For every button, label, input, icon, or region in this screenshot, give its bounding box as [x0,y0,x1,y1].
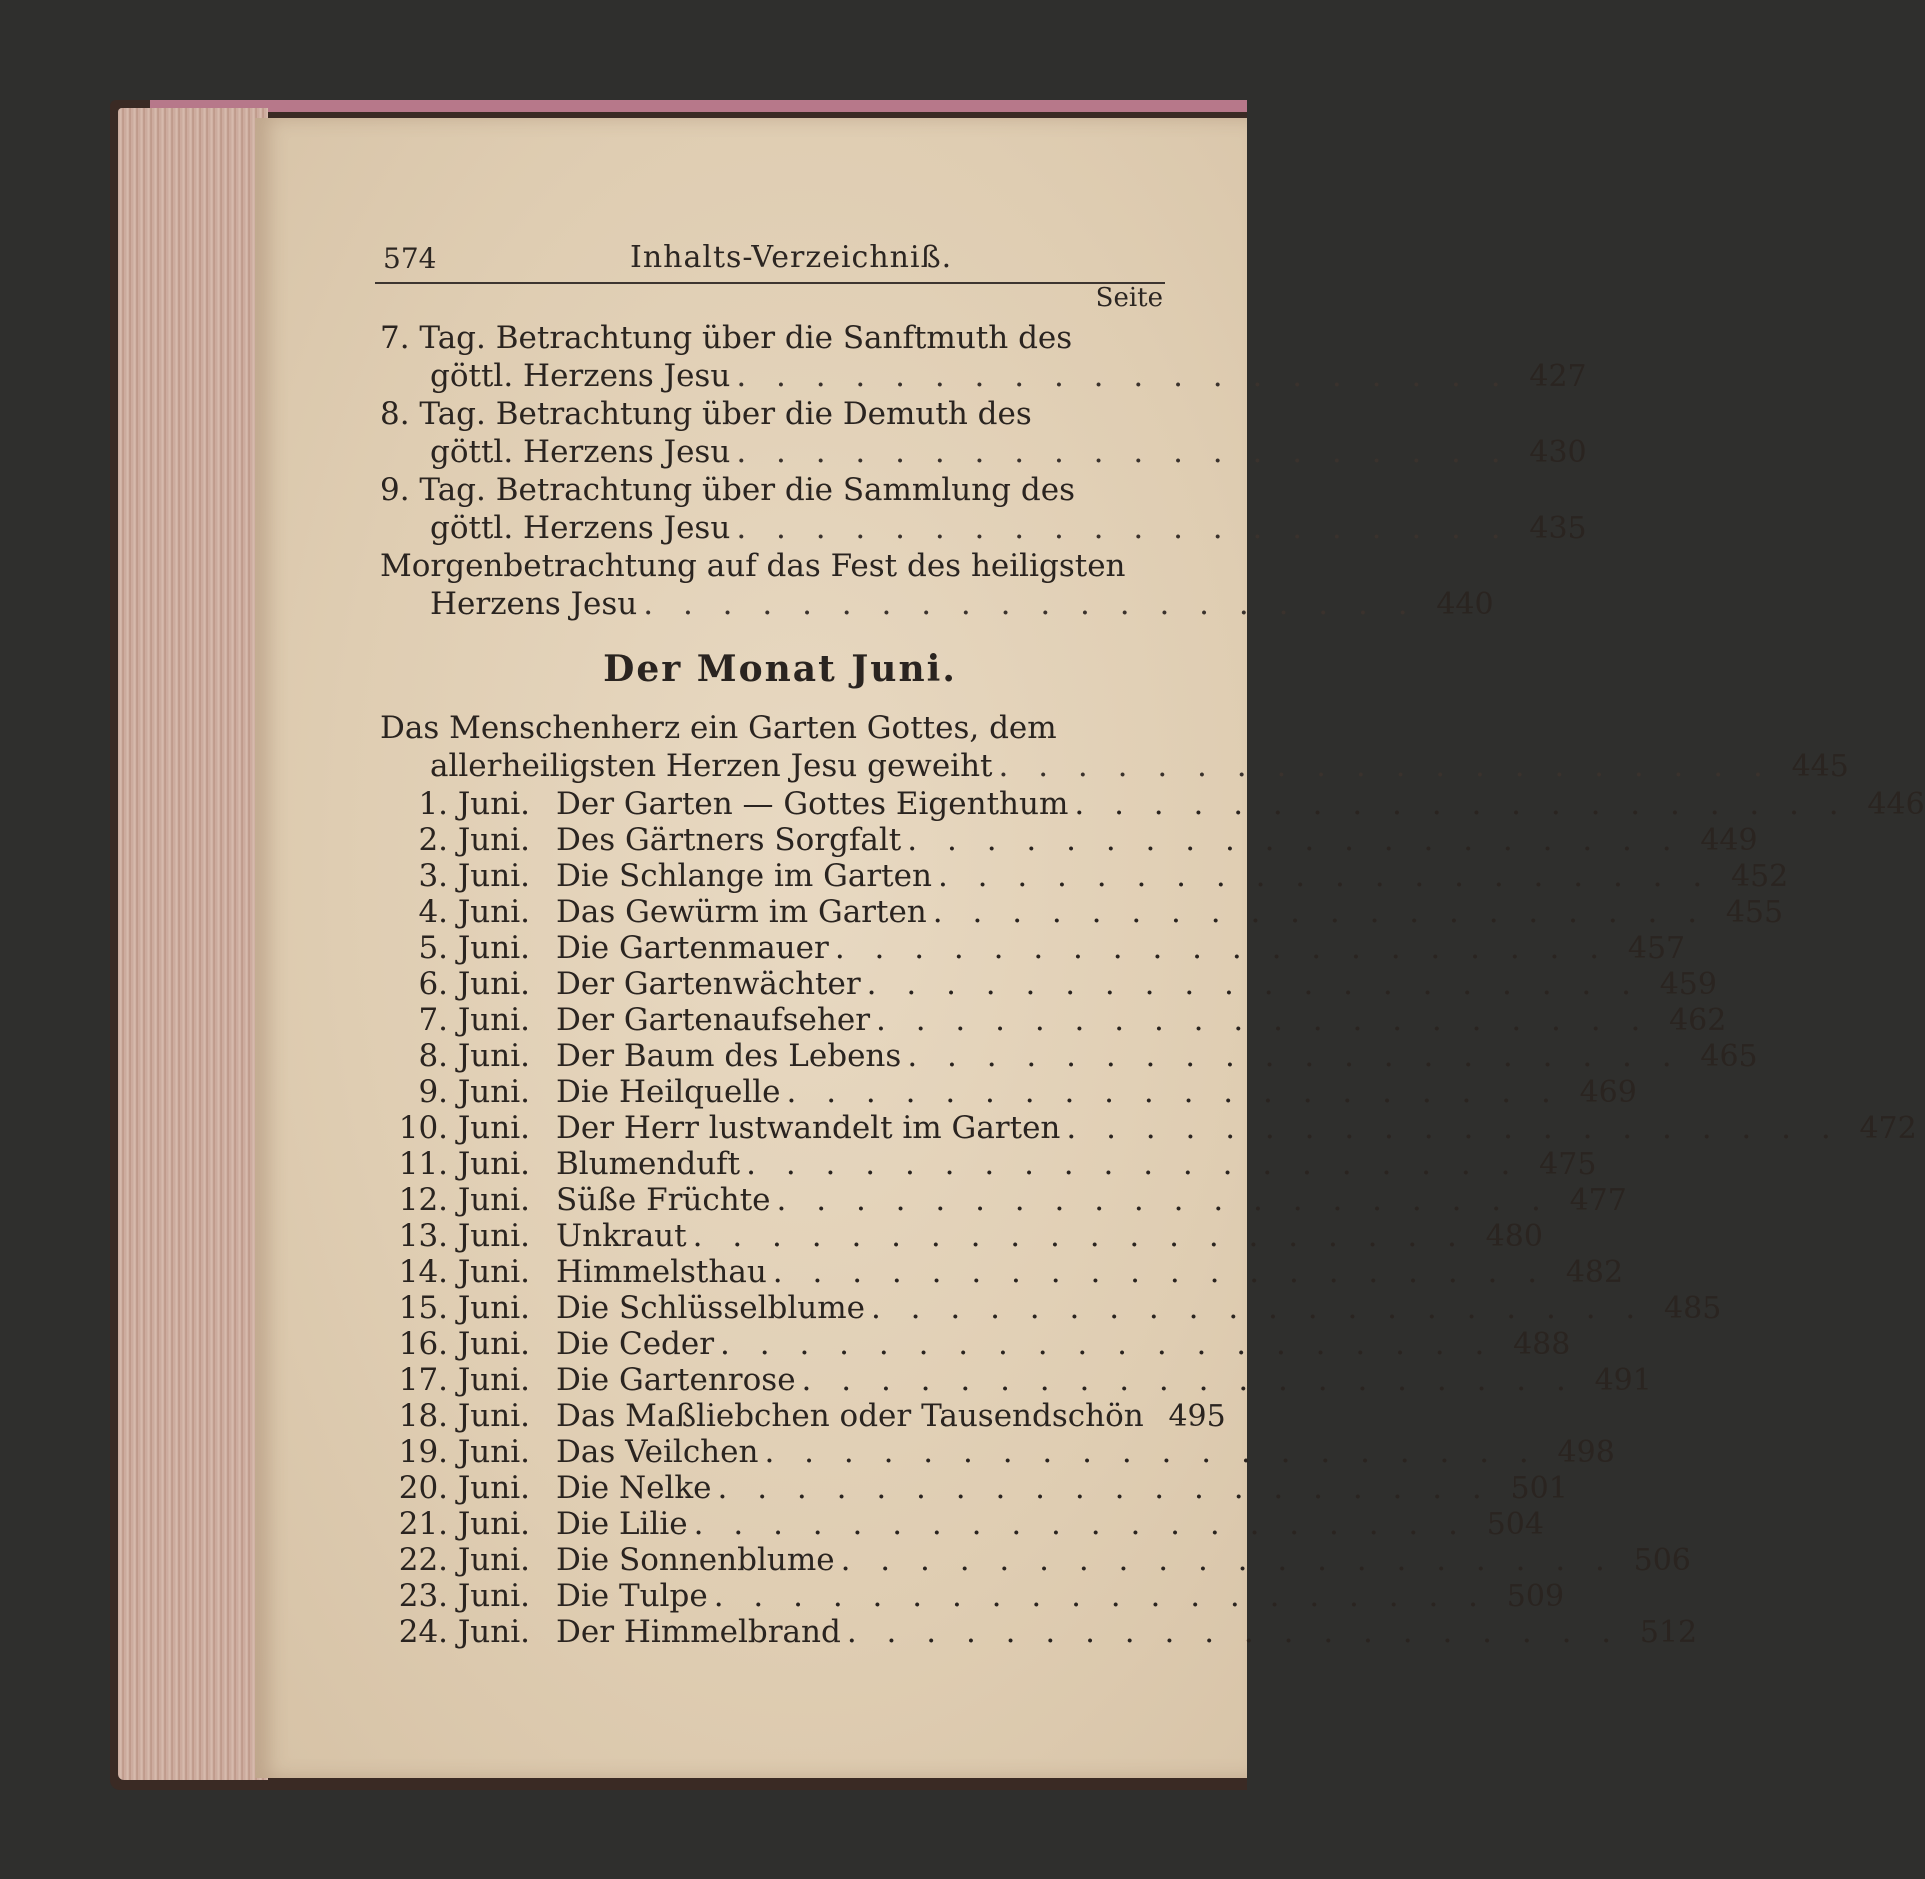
day-title: Süße Früchte [556,1182,771,1218]
leader-dots: . . . . . . . . . . . . . . . . . . . . [876,1002,1651,1038]
intro-page: 445 [1791,749,1849,784]
intro-line-1: Das Menschenherz ein Garten Gottes, dem [380,710,1057,746]
day-title: Der Himmelbrand [556,1614,841,1650]
day-title: Die Heilquelle [556,1074,781,1110]
day-page: 488 [1513,1327,1571,1362]
day-title: Himmelsthau [556,1254,767,1290]
leader-dots: . . . . . . . . . . . . . . . . . . . . [713,1578,1489,1614]
entry-line-2: göttl. Herzens Jesu [430,510,731,546]
page-edges [118,108,268,1780]
day-title: Das Maßliebchen oder Tausendschön [556,1398,1144,1434]
leader-dots: . . . . . . . . . . . . . . . . . . . . [1066,1110,1841,1146]
day-entry [380,1434,1615,1470]
day-number: 22. Juni. [398,1542,530,1578]
day-title: Der Gartenaufseher [556,1002,871,1038]
day-page: 498 [1557,1435,1615,1470]
day-title: Die Gartenmauer [556,930,829,966]
entry-line-2: göttl. Herzens Jesu [430,358,731,394]
day-page: 491 [1594,1363,1652,1398]
entry-page: 427 [1529,359,1587,394]
leader-dots: . . . . . . . . . . . . . . . . . . . . [736,510,1511,546]
leader-dots: . . . . . . . . . . . . . . . . . . . . [907,822,1682,858]
day-title: Die Schlüsselblume [556,1290,865,1326]
day-entry [380,1362,1652,1398]
day-number: 1. Juni. [418,786,530,822]
day-entry [380,1470,1568,1506]
day-title: Das Gewürm im Garten [556,894,927,930]
day-page: 469 [1579,1075,1637,1110]
leader-dots: . . . . . . . . . . . . . . . . . . . . [846,1614,1622,1650]
leader-dots: . . . . . . . . . . . . . . . . . . . . [736,434,1511,470]
toc-entry [380,320,1587,396]
entry-line-1: 7. Tag. Betrachtung über die Sanftmuth des [380,320,1073,356]
leader-dots: . . . . . . . . . . . . . . . . . . . . [840,1542,1615,1578]
day-page: 457 [1627,931,1686,966]
day-page: 495 [1168,1399,1226,1434]
table-of-contents [380,320,1925,1650]
day-entry [380,894,1784,930]
day-entry [380,1326,1571,1362]
day-page: 472 [1859,1111,1917,1146]
day-page: 459 [1659,967,1717,1002]
day-page: 504 [1486,1507,1544,1542]
entries-before-section [380,320,1587,624]
section-title: Der Monat Juni. [603,648,957,690]
day-number: 10. Juni. [398,1110,530,1146]
toc-entry [380,396,1587,472]
day-entry [380,1002,1727,1038]
seite-column-label: Seite [1095,283,1163,313]
day-title: Die Lilie [556,1506,688,1542]
day-entry [380,1038,1758,1074]
intro-line-2: allerheiligsten Herzen Jesu geweiht [430,748,993,784]
leader-dots: . . . . . . . . . . . . . . . . . . . . [907,1038,1682,1074]
day-number: 2. Juni. [418,822,530,858]
day-number: 4. Juni. [418,894,530,930]
leader-dots: . . . . . . . . . . . . . . . . . . . . [717,1470,1492,1506]
day-number: 14. Juni. [398,1254,530,1290]
day-number: 12. Juni. [398,1182,530,1218]
day-page: 446 [1867,787,1925,822]
day-entry [380,966,1717,1002]
day-page: 482 [1565,1255,1624,1290]
day-entry [380,1578,1565,1614]
day-entry [380,786,1925,822]
day-title: Die Sonnenblume [556,1542,835,1578]
day-page: 485 [1664,1291,1722,1326]
day-page: 455 [1725,895,1784,930]
day-number: 24. Juni. [398,1614,530,1650]
day-page: 477 [1569,1183,1627,1218]
day-title: Der Gartenwächter [556,966,861,1002]
page-header [375,232,1165,284]
leader-dots: . . . . . . . . . . . . . . . . . . . . [834,930,1610,966]
day-title: Die Ceder [556,1326,715,1362]
entry-page: 430 [1529,435,1587,470]
day-entry [380,1506,1544,1542]
day-page: 480 [1485,1219,1543,1254]
day-title: Der Baum des Lebens [556,1038,902,1074]
day-number: 21. Juni. [398,1506,530,1542]
leader-dots: . . . . . . . . . . . . . . . . . . . . [736,358,1511,394]
entry-page: 440 [1436,587,1494,622]
day-entry [380,1398,1226,1434]
leader-dots: . . . . . . . . . . . . . . . . . . . . [998,748,1773,784]
running-head: Inhalts-Verzeichniß. [630,240,953,275]
day-number: 17. Juni. [398,1362,530,1398]
day-title: Die Schlange im Garten [556,858,932,894]
day-title: Blumenduft [556,1146,741,1182]
day-entry [380,1290,1722,1326]
day-title: Des Gärtners Sorgfalt [556,822,902,858]
day-number: 5. Juni. [418,930,530,966]
day-entry [380,822,1758,858]
entry-line-2: Herzens Jesu [430,586,638,622]
leader-dots: . . . . . . . . . . . . . . . . . . . . [932,894,1708,930]
day-entry [380,1146,1597,1182]
day-number: 11. Juni. [398,1146,530,1182]
day-page: 512 [1639,1615,1698,1650]
day-page: 449 [1700,823,1758,858]
leader-dots: . . . . . . . . . . . . . . . . . . . . [720,1326,1495,1362]
toc-entry [380,472,1587,548]
day-number: 18. Juni. [398,1398,530,1434]
day-entry [380,930,1686,966]
toc-entry [380,548,1494,624]
day-title: Der Herr lustwandelt im Garten [556,1110,1061,1146]
day-entry [380,1110,1917,1146]
day-page: 465 [1700,1039,1758,1074]
leader-dots: . . . . . . . . . . . . . . . . . . . . [692,1218,1467,1254]
day-entry [380,1218,1543,1254]
entry-line-1: 9. Tag. Betrachtung über die Sammlung des [380,472,1075,508]
day-entry [380,1074,1637,1110]
leader-dots: . . . . . . . . . . . . . . . . . . . . [764,1434,1539,1470]
day-title: Die Nelke [556,1470,712,1506]
day-title: Das Veilchen [556,1434,759,1470]
day-title: Unkraut [556,1218,687,1254]
day-entry [380,1542,1691,1578]
leader-dots: . . . . . . . . . . . . . . . . . . . . [870,1290,1646,1326]
leader-dots: . . . . . . . . . . . . . . . . . . . . [786,1074,1561,1110]
day-entry [380,1182,1627,1218]
day-number: 20. Juni. [398,1470,530,1506]
day-number: 7. Juni. [418,1002,530,1038]
day-entry [380,1614,1698,1650]
day-page: 509 [1506,1579,1565,1614]
entry-page: 435 [1529,511,1587,546]
page-number: 574 [383,242,437,275]
day-number: 3. Juni. [418,858,530,894]
day-page: 506 [1633,1543,1691,1578]
leader-dots: . . . . . . . . . . . . . . . . . . . . [937,858,1713,894]
entry-line-1: Morgenbetrachtung auf das Fest des heiligsten [380,548,1126,584]
day-page: 462 [1669,1003,1727,1038]
day-entry [380,1254,1624,1290]
leader-dots: . . . . . . . . . . . . . . . . . . . . [746,1146,1521,1182]
leader-dots: . . . . . . . . . . . . . . . . . . . . [1074,786,1849,822]
day-number: 16. Juni. [398,1326,530,1362]
leader-dots: . . . . . . . . . . . . . . . . . . . . [693,1506,1468,1542]
day-list [380,786,1925,1650]
day-number: 19. Juni. [398,1434,530,1470]
day-number: 9. Juni. [418,1074,530,1110]
entry-line-1: 8. Tag. Betrachtung über die Demuth des [380,396,1032,432]
day-title: Der Garten — Gottes Eigenthum [556,786,1069,822]
leader-dots: . . . . . . . . . . . . . . . . . . . . [801,1362,1576,1398]
day-number: 13. Juni. [398,1218,530,1254]
day-title: Die Tulpe [556,1578,708,1614]
day-number: 6. Juni. [418,966,530,1002]
day-number: 15. Juni. [398,1290,530,1326]
leader-dots: . . . . . . . . . . . . . . . . . . . . [643,586,1418,622]
day-page: 501 [1510,1471,1568,1506]
day-title: Die Gartenrose [556,1362,796,1398]
leader-dots: . . . . . . . . . . . . . . . . . . . . [772,1254,1548,1290]
intro-entry [380,710,1849,786]
day-entry [380,858,1789,894]
day-page: 475 [1539,1147,1597,1182]
day-number: 8. Juni. [418,1038,530,1074]
day-number: 23. Juni. [398,1578,530,1614]
entry-line-2: göttl. Herzens Jesu [430,434,731,470]
page-top-edge [150,100,1247,112]
day-page: 452 [1730,859,1789,894]
leader-dots: . . . . . . . . . . . . . . . . . . . . [776,1182,1551,1218]
leader-dots: . . . . . . . . . . . . . . . . . . . . [866,966,1641,1002]
